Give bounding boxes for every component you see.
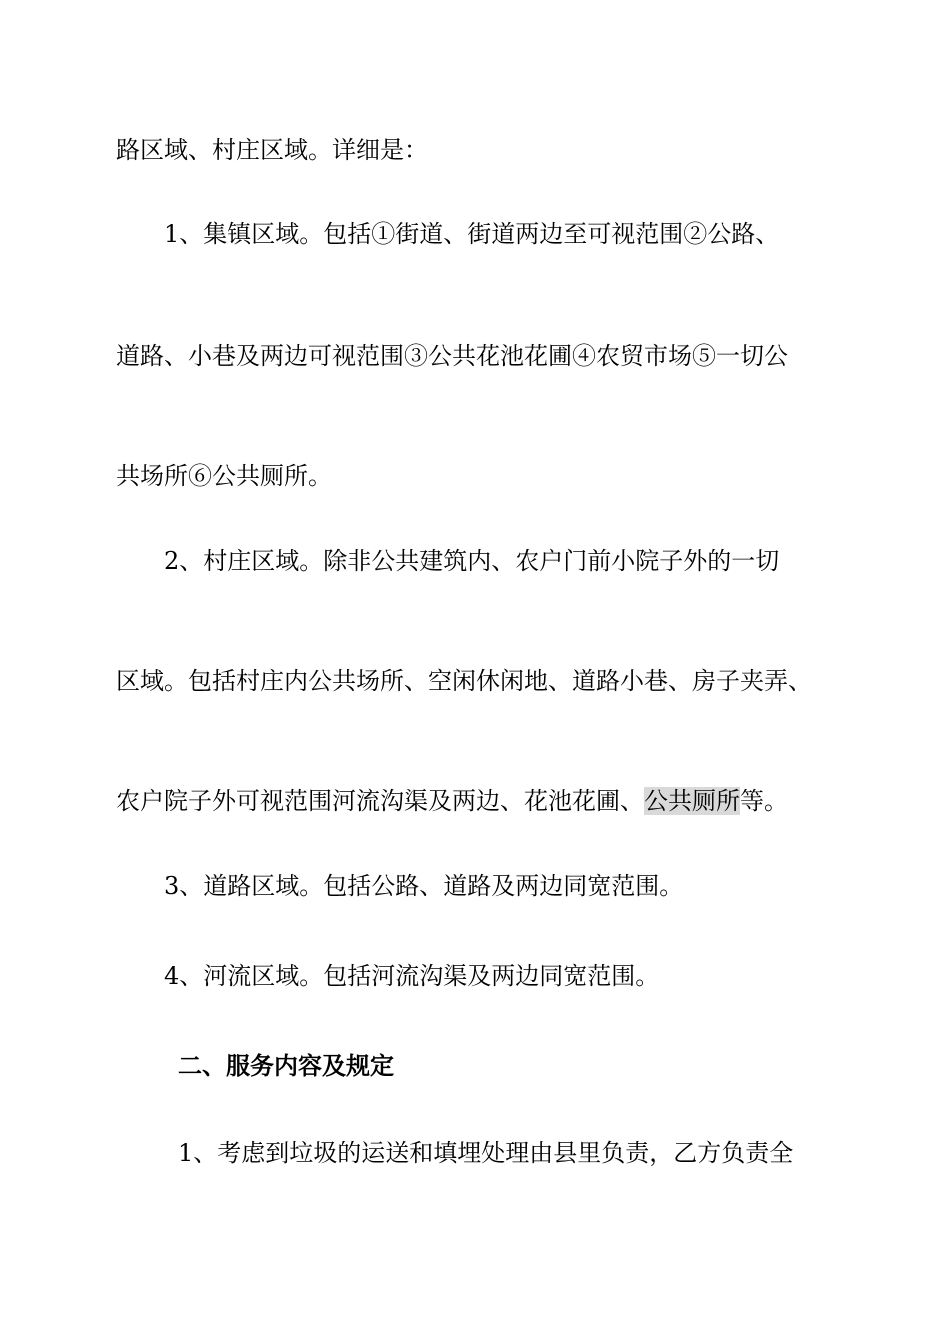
list-item-2-line: 2、村庄区域。除非公共建筑内、农户门前小院子外的一切 (164, 547, 780, 575)
paragraph-line: 区域。包括村庄内公共场所、空闲休闲地、道路小巷、房子夹弄、 (116, 667, 812, 695)
text-run: 等。 (740, 787, 788, 815)
paragraph-line: 路区域、村庄区域。详细是： (116, 136, 428, 164)
paragraph-line: 共场所⑥公共厕所。 (116, 462, 332, 490)
section-heading: 二、服务内容及规定 (178, 1052, 394, 1080)
list-item-1-line: 1、集镇区域。包括①街道、街道两边至可视范围②公路、 (164, 220, 780, 248)
highlighted-text: 公共厕所 (644, 787, 740, 815)
paragraph-line (116, 785, 788, 817)
list-item-4-line: 4、河流区域。包括河流沟渠及两边同宽范围。 (164, 962, 660, 990)
list-item-3-line: 3、道路区域。包括公路、道路及两边同宽范围。 (164, 872, 684, 900)
text-run: 农户院子外可视范围河流沟渠及两边、花池花圃、 (116, 787, 644, 815)
list-item-line: 1、考虑到垃圾的运送和填埋处理由县里负责，乙方负责全 (178, 1139, 794, 1167)
paragraph-line: 道路、小巷及两边可视范围③公共花池花圃④农贸市场⑤一切公 (116, 342, 788, 370)
